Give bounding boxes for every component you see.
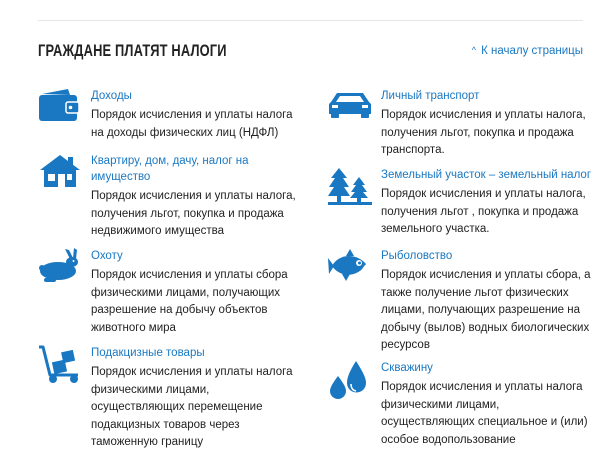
tax-item-description: Порядок исчисления и уплаты налога физическими лицами, осуществляющих перемещение подакцизных товаров через таможенную границу	[91, 366, 293, 448]
tax-item-description: Порядок исчисления и уплаты налога, получения льгот, покупка и продажа транспорта.	[381, 109, 586, 156]
car-icon	[328, 88, 372, 128]
back-to-top-label: К началу страницы	[481, 45, 583, 57]
tax-item-description: Порядок исчисления и уплаты сбора, а также получение льгот физических лицами, получающих разрешение на добычу (вылов) водных биологических ресурсов	[381, 269, 591, 351]
tax-item-title[interactable]: Земельный участок – земельный налог	[381, 169, 592, 181]
house-icon	[38, 153, 82, 193]
tax-item-title[interactable]: Личный транспорт	[381, 90, 480, 102]
water-drops-icon	[328, 360, 372, 400]
fish-icon	[328, 248, 372, 288]
tax-item-title[interactable]: Скважину	[381, 362, 433, 374]
tax-item-description: Порядок исчисления и уплаты налога, получения льгот , покупка и продажа земельного участка.	[381, 188, 586, 235]
tax-item-title[interactable]: Рыболовство	[381, 250, 453, 262]
tax-item-description: Порядок исчисления и уплаты налога физическими лицами, осуществляющих специальное и (или) особое водопользование	[381, 381, 588, 446]
caret-up-icon: ^	[471, 45, 476, 55]
tax-item-title[interactable]: Квартиру, дом, дачу, налог на имущество	[91, 155, 249, 183]
back-to-top-link[interactable]	[472, 45, 583, 57]
trees-icon	[328, 167, 372, 207]
hare-icon	[38, 248, 82, 288]
tax-item-description: Порядок исчисления и уплаты сбора физическими лицами, получающих разрешение на добычу объектов животного мира	[91, 269, 288, 334]
hand-truck-icon	[38, 345, 82, 385]
tax-item-description: Порядок исчисления и уплаты налога, получения льгот, покупка и продажа недвижимого имущества	[91, 190, 296, 237]
top-divider	[38, 20, 583, 21]
tax-item-title[interactable]: Подакцизные товары	[91, 347, 205, 359]
tax-item-title[interactable]: Доходы	[91, 90, 132, 102]
page-title: ГРАЖДАНЕ ПЛАТЯТ НАЛОГИ	[38, 42, 227, 60]
tax-item-title[interactable]: Охоту	[91, 250, 123, 262]
wallet-icon	[38, 88, 82, 128]
tax-item-description: Порядок исчисления и уплаты налога на доходы физических лиц (НДФЛ)	[91, 109, 293, 139]
